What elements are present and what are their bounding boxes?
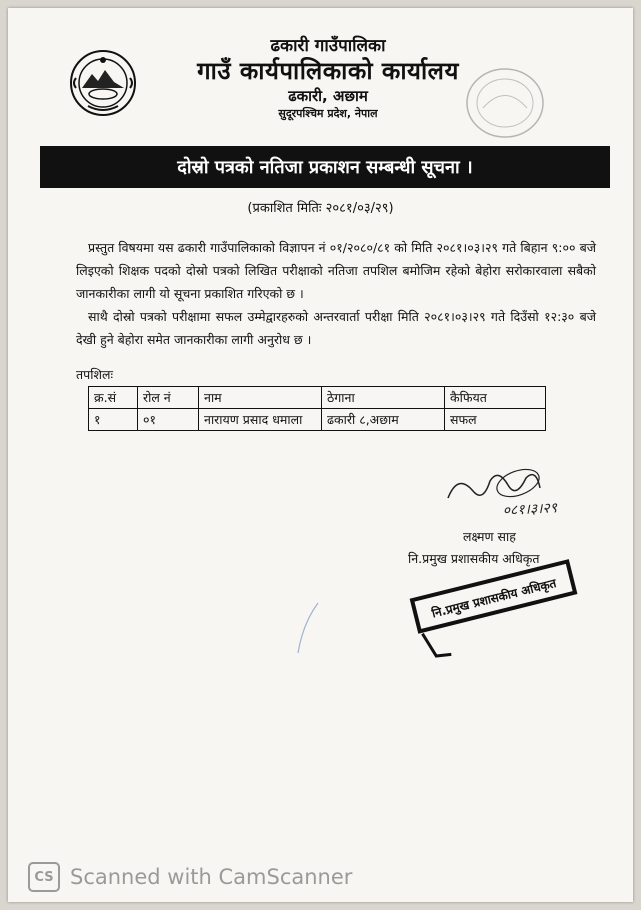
notice-paragraph-2: साथै दोस्रो पत्रको परीक्षामा सफल उम्मेद्वारहरुको अन्तरवार्ता परीक्षा मिति २०८१।०३।२९ गते दिउँसो १२:३० बजे देखी हुने बेहोरा समेत जानकारीका लागी अनुरोध छ । [76, 309, 596, 347]
letterhead [158, 36, 498, 122]
notice-title: दोस्रो पत्रको नतिजा प्रकाशन सम्बन्धी सूचना । [177, 157, 473, 178]
published-date: (प्रकाशित मितिः २०८१/०३/२९) [247, 201, 394, 216]
signatory-name: लक्ष्मण साह [463, 529, 516, 544]
province-name: सुदूरपश्चिम प्रदेश, नेपाल [278, 107, 378, 120]
results-table [88, 386, 546, 431]
notice-body [76, 236, 596, 351]
notice-paragraph-1: प्रस्तुत विषयमा यस ढकारी गाउँपालिकाको विज्ञापन नं ०१/२०८०/८१ को मिति २०८१।०३।२९ गते बिहान ९:०० बजे लिइएको शिक्षक पदको दोस्रो पत्रको लिखित परीक्षाको नतिजा तपशिल बमोजिम रहेको बेहोरा सरोकारवाला सबैको जानकारीका लागी यो सूचना प्रकाशित गरिएको छ । [76, 240, 596, 301]
table-label: तपशिलः [76, 367, 113, 382]
cell-remarks: सफल [445, 409, 546, 431]
cell-address: ढकारी ८,अछाम [322, 409, 445, 431]
cell-name: नारायण प्रसाद धमाला [199, 409, 322, 431]
notice-title-banner [40, 146, 610, 188]
col-roll: रोल नं [138, 387, 199, 409]
signatory-title: नि.प्रमुख प्रशासकीय अधिकृत [408, 551, 540, 566]
signature-icon [428, 463, 593, 523]
col-serial: क्र.सं [89, 387, 138, 409]
cell-serial: १ [89, 409, 138, 431]
camscanner-watermark [28, 862, 352, 892]
table-header-row [89, 387, 546, 409]
col-name: नाम [199, 387, 322, 409]
municipality-name: ढकारी गाउँपालिका [270, 36, 386, 56]
watermark-text: Scanned with CamScanner [70, 865, 353, 889]
official-stamp-icon [403, 528, 603, 658]
cell-roll: ०१ [138, 409, 199, 431]
office-name: गाउँ कार्यपालिकाको कार्यालय [197, 57, 459, 85]
office-stamp-icon [463, 63, 548, 143]
pen-mark-icon [288, 598, 328, 658]
col-address: ठेगाना [322, 387, 445, 409]
col-remarks: कैफियत [445, 387, 546, 409]
table-row [89, 409, 546, 431]
office-location: ढकारी, अछाम [288, 87, 368, 105]
stamp-text: नि.प्रमुख प्रशासकीय अधिकृत [430, 576, 558, 621]
nepal-emblem-icon [68, 48, 138, 118]
signature-date: ०८१।३।२९ [502, 500, 558, 519]
scanned-document [8, 8, 633, 902]
camscanner-logo-icon: CS [28, 862, 60, 892]
